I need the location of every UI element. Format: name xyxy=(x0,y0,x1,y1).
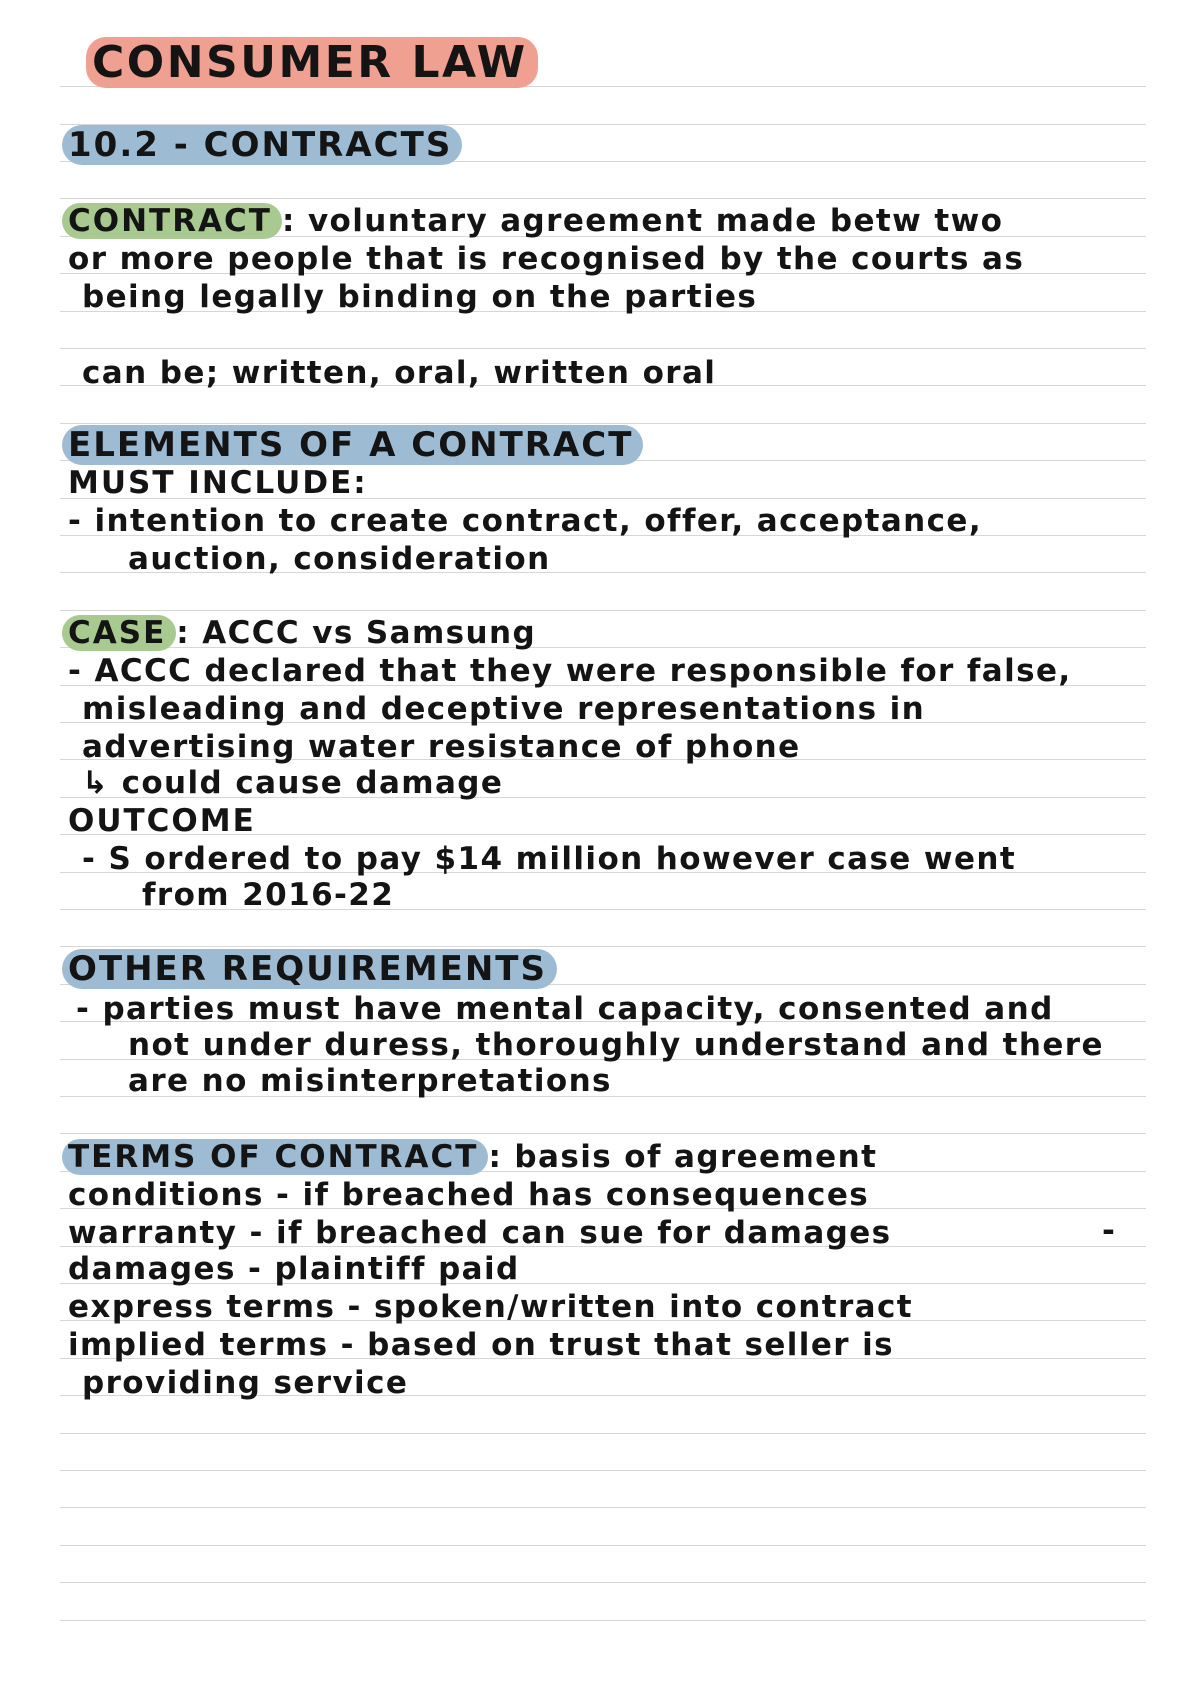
contract-definition-line-2: or more people that is recognised by the courts as xyxy=(68,241,1025,277)
contract-definition-line-3: being legally binding on the parties xyxy=(82,279,758,315)
terms-highlight: TERMS OF CONTRACT xyxy=(62,1139,488,1175)
elements-highlight: ELEMENTS OF A CONTRACT xyxy=(62,425,643,465)
ruled-line xyxy=(60,198,1146,199)
ruled-line xyxy=(60,610,1146,611)
terms-warranty-dash: - xyxy=(1102,1213,1117,1249)
ruled-line xyxy=(60,348,1146,349)
terms-definition: : basis of agreement xyxy=(488,1139,878,1175)
contract-def-text-1: : voluntary agreement made betw two xyxy=(281,203,1004,239)
other-requirements-highlight: OTHER REQUIREMENTS xyxy=(62,949,557,989)
ruled-line xyxy=(60,1582,1146,1583)
ruled-line xyxy=(60,1545,1146,1546)
case-line-4-text: could cause damage xyxy=(121,765,504,801)
elements-line-1: - intention to create contract, offer, acceptance, xyxy=(68,503,983,539)
other-line-1: - parties must have mental capacity, consented and xyxy=(76,991,1054,1027)
ruled-line xyxy=(60,1470,1146,1471)
ruled-line xyxy=(60,1620,1146,1621)
contract-term: CONTRACT xyxy=(62,203,282,239)
case-line-1: - ACCC declared that they were responsible for false, xyxy=(68,653,1072,689)
outcome-line-1: - S ordered to pay $14 million however case went xyxy=(82,841,1017,877)
section-highlight: 10.2 - CONTRACTS xyxy=(62,125,462,165)
elements-heading xyxy=(68,426,643,464)
section-heading xyxy=(68,126,462,164)
case-name: : ACCC vs Samsung xyxy=(176,615,537,651)
terms-implied-line-2: providing service xyxy=(82,1365,409,1401)
outcome-label: OUTCOME xyxy=(68,803,256,839)
terms-conditions: conditions - if breached has consequences xyxy=(68,1177,870,1213)
elements-line-2: auction, consideration xyxy=(128,541,551,577)
ruled-line xyxy=(60,423,1146,424)
case-line-3: advertising water resistance of phone xyxy=(82,729,801,765)
page-title xyxy=(92,37,538,88)
must-include-label: MUST INCLUDE: xyxy=(68,465,368,501)
case-line-2: misleading and deceptive representations in xyxy=(82,691,926,727)
terms-warranty: warranty - if breached can sue for damages xyxy=(68,1215,892,1251)
arrow-right-icon: ↳ xyxy=(82,765,110,801)
terms-implied-line-1: implied terms - based on trust that seller is xyxy=(68,1327,895,1363)
terms-damages: damages - plaintiff paid xyxy=(68,1251,520,1287)
outcome-line-2: from 2016-22 xyxy=(142,877,395,913)
ruled-line xyxy=(60,1433,1146,1434)
case-line-4 xyxy=(82,764,503,802)
terms-express: express terms - spoken/written into contract xyxy=(68,1289,913,1325)
other-line-2: not under duress, thoroughly understand and there xyxy=(128,1027,1104,1063)
case-heading-line xyxy=(68,614,536,652)
contract-definition-line-1 xyxy=(68,202,1003,240)
other-requirements-heading xyxy=(68,950,557,988)
other-line-3: are no misinterpretations xyxy=(128,1063,612,1099)
contract-types: can be; written, oral, written oral xyxy=(82,355,717,391)
ruled-line xyxy=(60,1507,1146,1508)
case-term: CASE xyxy=(62,615,176,651)
ruled-line xyxy=(60,946,1146,947)
ruled-line xyxy=(60,1133,1146,1134)
title-highlight: CONSUMER LAW xyxy=(86,37,538,88)
terms-heading-line xyxy=(68,1138,877,1176)
